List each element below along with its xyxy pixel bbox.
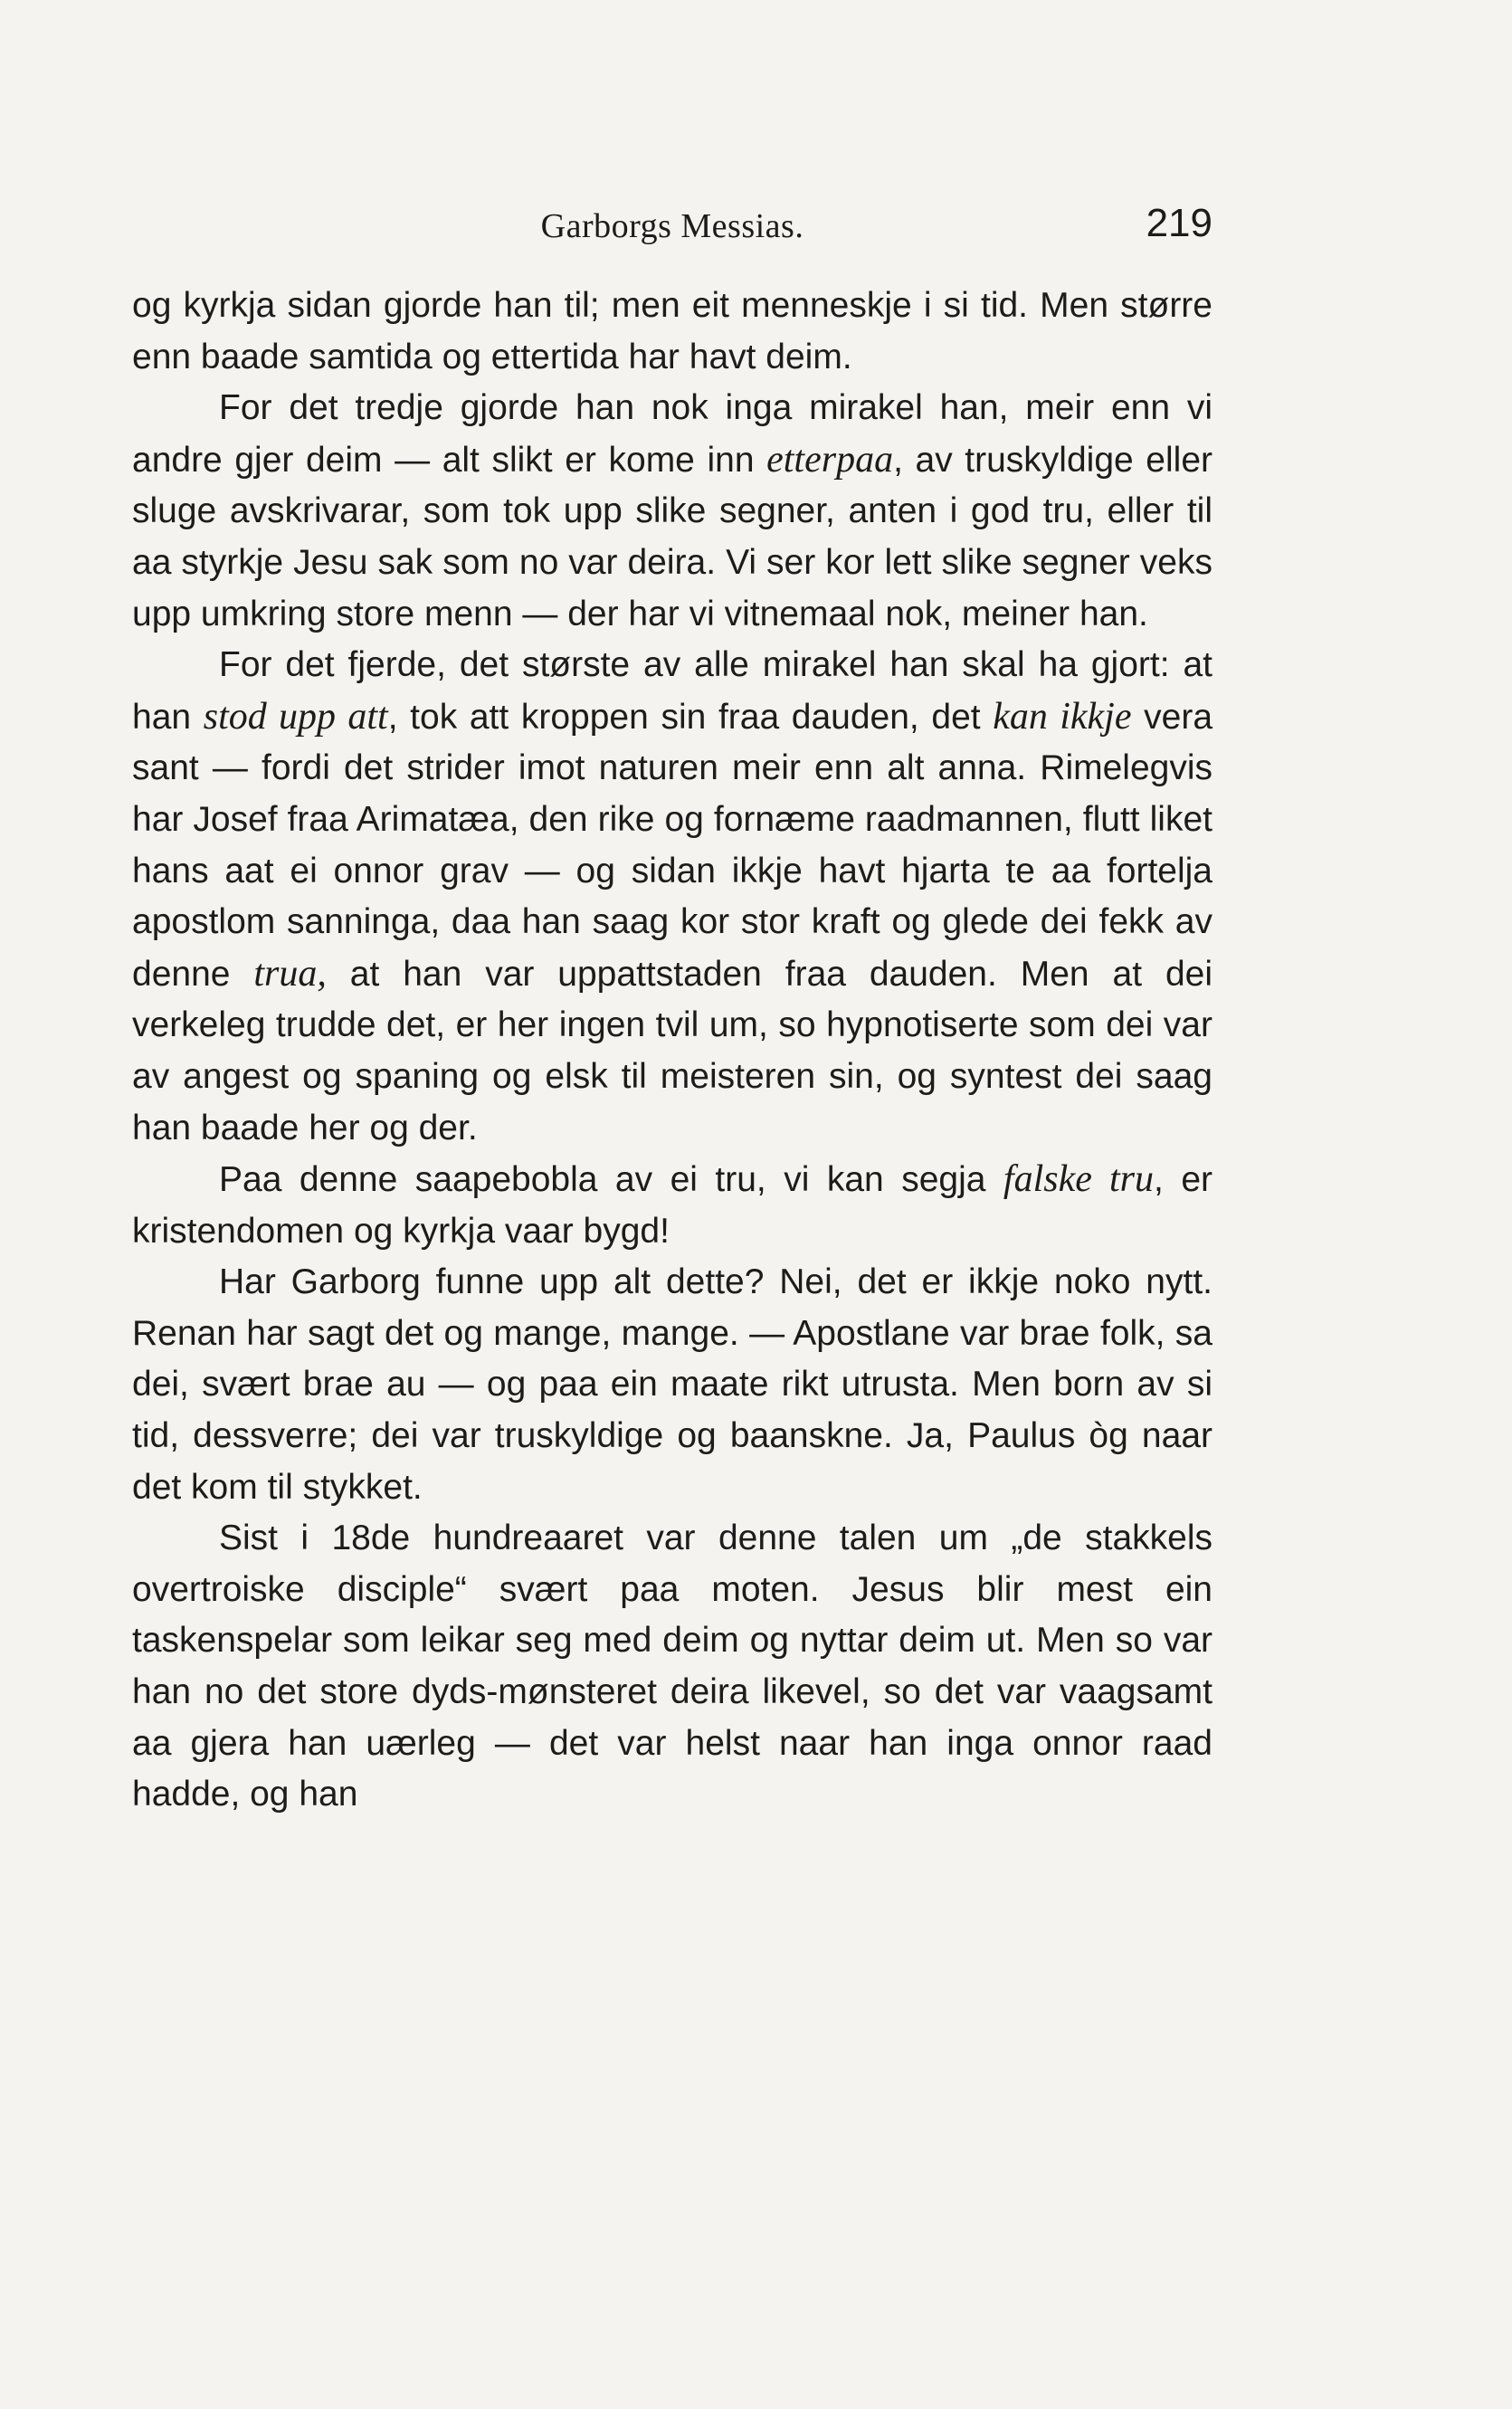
paragraph-text: og kyrkja sidan gjorde han til; men eit menneskje i si tid. Men større enn baade samtida og ettertida har havt deim. — [132, 286, 1212, 376]
page-number: 219 — [1146, 201, 1212, 245]
emphasis-text: kan ikkje — [993, 695, 1132, 738]
body-text — [132, 281, 1212, 1821]
paragraph-text: , av truskyldige eller sluge avskrivarar, som tok upp slike segner, anten i god tru, eller til aa styrkje Jesu sak som no var deira. Vi ser kor lett slike segner veks upp umkring store menn — der har vi vitnemaal nok, meiner han. — [132, 440, 1212, 633]
paragraph — [132, 640, 1212, 1154]
paragraph — [132, 1513, 1212, 1821]
paragraph-text: Paa denne saapebobla av ei tru, vi kan segja — [219, 1160, 1003, 1200]
paragraph-text: Har Garborg funne upp alt dette? Nei, det er ikkje noko nytt. Renan har sagt det og mange, mange. — Apostlane var brae folk, sa dei, svært brae au — og paa ein maate rikt utrusta. Men born av si tid, dessverre; dei var truskyldige og baanskne. Ja, Paulus òg naar det kom til stykket. — [132, 1262, 1212, 1507]
paragraph-text: vera sant — fordi det strider imot naturen meir enn alt anna. Rimelegvis har Josef fraa Arimatæa, den rike og fornæme raadmannen, flutt liket hans aat ei onnor grav — og sidan ikkje havt hjarta te aa fortelja apostlom sanninga, daa han saag kor stor kraft og glede dei fekk av denne — [132, 697, 1213, 994]
paragraph — [132, 383, 1212, 640]
paragraph — [132, 1257, 1212, 1513]
page-header — [132, 201, 1212, 255]
emphasis-text: stod upp att — [203, 695, 388, 738]
running-title: Garborgs Messias. — [540, 207, 804, 245]
paragraph-text: Sist i 18de hundreaaret var denne talen um „de stakkels overtroiske disciple“ svært paa moten. Jesus blir mest ein taskenspelar som leikar seg med deim og nyttar deim ut. Men so var han no det store dyds-mønsteret deira likevel, so det var vaagsamt aa gjera han uærleg — det var helst naar han inga onnor raad hadde, og han — [132, 1519, 1212, 1814]
paragraph-text: For det tredje gjorde han nok inga mirakel han, meir enn vi andre gjer deim — alt slikt er kome inn — [132, 388, 1212, 480]
paragraph — [132, 281, 1212, 383]
emphasis-text: falske tru — [1003, 1158, 1155, 1201]
paragraph-text: , er kristendomen og kyrkja vaar bygd! — [132, 1160, 1213, 1251]
emphasis-text: etterpaa — [766, 438, 894, 481]
paragraph-text: at han var uppattstaden fraa dauden. Men at dei verkeleg trudde det, er her ingen tvil um, so hypnotiserte som dei var av angest og spaning og elsk til meisteren sin, og syntest dei saag han baade her og der. — [132, 954, 1212, 1147]
paragraph-text: , tok att kroppen sin fraa dauden, det — [387, 697, 994, 737]
paragraph — [132, 1154, 1212, 1257]
emphasis-text: trua, — [253, 952, 327, 995]
paragraph-text: For det fjerde, det største av alle mirakel han skal ha gjort: at han — [132, 645, 1212, 737]
